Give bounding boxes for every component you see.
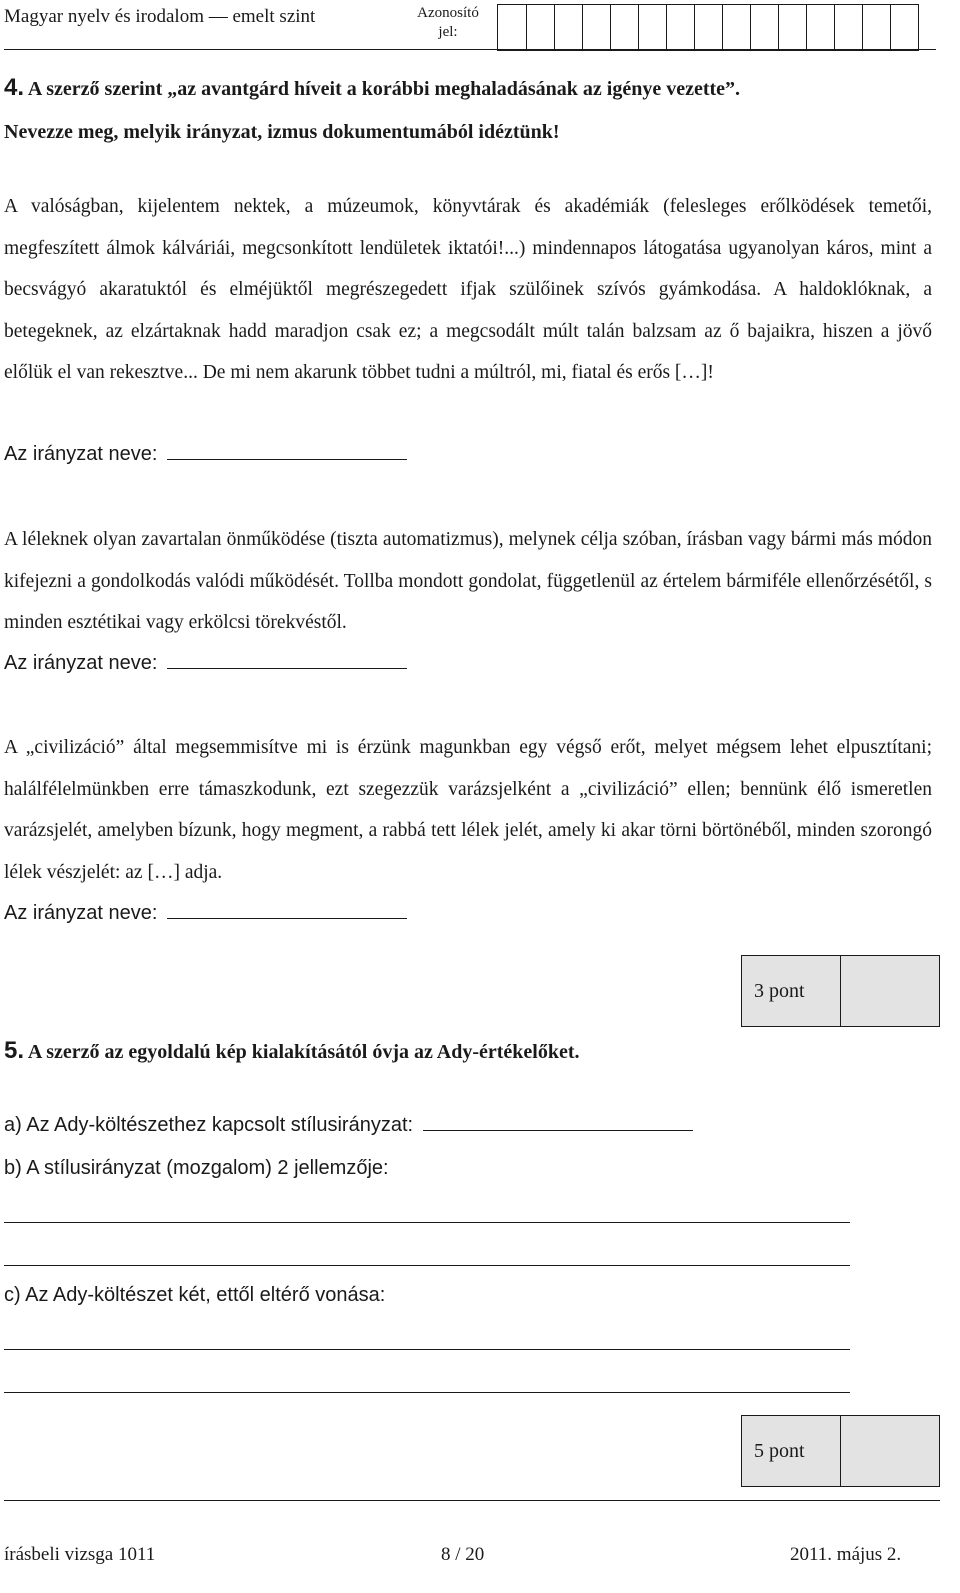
id-box[interactable] [806,5,834,50]
id-box[interactable] [638,5,666,50]
id-code-boxes [497,4,919,51]
q4-answer-row-3 [4,902,407,925]
id-box[interactable] [778,5,806,50]
id-box[interactable] [862,5,890,50]
id-box[interactable] [554,5,582,50]
q5-number: 5. [4,1037,25,1064]
q4-prompt-line1: A szerző szerint „az avantgárd híveit a korábbi meghaladásának az igénye vezette”. [24,78,741,100]
q4-points-box [741,955,940,1027]
q4-quote-1: A valóságban, kijelentem nektek, a múzeumok, könyvtárak és akadémiák (felesleges erőlködések temetői, megfeszített álmok kálváriái, megcsonkított lendületek iktatói!...) mindennapos látogatása ugyanolyan káros, mint a becsvágyó akaratuktól és elméjüktől megrészegedett ifjak szülőinek szívós gyámkodása. A haldoklóknak, a betegeknek, az elzártaknak hadd maradjon csak ez; a megcsodált múlt talán balzsam az ő bajaikra, hiszen a jövő előlük el van rekesztve... De mi nem akarunk többet tudni a múltról, mi, fiatal és erős […]! [4,196,932,383]
q5-a-label: a) Az Ady-költészethez kapcsolt stílusirányzat: [4,1114,414,1136]
q4-quote-3: A „civilizáció” által megsemmisítve mi is érzünk magunkban egy végső erőt, melyet mégsem lehet elpusztítani; halálfélelmünkben erre támaszkodunk, ezt szegezzük varázsjelként a „civilizáció” ellen; bennünk élő ismeretlen varázsjelét, amelyben bízunk, hogy megment, a rabbá tett lélek jelét, amely ki akar törni börtönéből, minden szorongó lélek vészjelét: az […] adja. [4,737,932,883]
id-box[interactable] [526,5,554,50]
id-box[interactable] [498,5,526,50]
q4-prompt-line2: Nevezze meg, melyik irányzat, izmus dokumentumából idéztünk! [4,121,560,143]
id-box[interactable] [610,5,638,50]
q5-prompt [4,1029,944,1074]
q5-b-answer-line-2[interactable] [4,1265,850,1266]
header-rule [4,49,936,50]
q5-points-box [741,1415,940,1487]
q4-prompt [4,66,944,154]
footer-rule [4,1500,940,1501]
q5-b-label: b) A stílusirányzat (mozgalom) 2 jellemzője: [4,1157,389,1179]
footer-exam-code: írásbeli vizsga 1011 [4,1544,156,1565]
answer-blank[interactable] [167,458,407,460]
q5-c-answer-line-2[interactable] [4,1392,850,1393]
header-title: Magyar nyelv és irodalom — emelt szint [4,6,316,27]
id-label: Azonosító jel: [417,5,479,40]
id-box[interactable] [582,5,610,50]
q5-c-label: c) Az Ady-költészet két, ettől eltérő vonása: [4,1284,386,1306]
answer-blank[interactable] [167,917,407,919]
q5-a-blank[interactable] [423,1129,693,1131]
q4-number: 4. [4,74,25,101]
points-label: 5 pont [742,1416,841,1486]
points-score-cell[interactable] [841,1416,939,1486]
id-box[interactable] [722,5,750,50]
answer-label: Az irányzat neve: [4,443,158,465]
footer-page-number: 8 / 20 [441,1544,485,1565]
q5-b-answer-line-1[interactable] [4,1222,850,1223]
answer-label: Az irányzat neve: [4,652,158,674]
id-box[interactable] [694,5,722,50]
q4-answer-row-2 [4,652,407,675]
points-label: 3 pont [742,956,841,1026]
id-box[interactable] [666,5,694,50]
id-box[interactable] [834,5,862,50]
id-box[interactable] [750,5,778,50]
answer-blank[interactable] [167,667,407,669]
id-box[interactable] [890,5,918,50]
q5-c-answer-line-1[interactable] [4,1349,850,1350]
footer-date: 2011. május 2. [790,1544,902,1565]
q5-prompt-text: A szerző az egyoldalú kép kialakításától óvja az Ady-értékelőket. [24,1041,580,1063]
q4-quote-2: A léleknek olyan zavartalan önműködése (tiszta automatizmus), melynek célja szóban, írásban vagy bármi más módon kifejezni a gondolkodás valódi működését. Tollba mondott gondolat, függetlenül az értelem bármiféle ellenőrzésétől, s minden esztétikai vagy erkölcsi törekvéstől. [4,529,932,633]
points-score-cell[interactable] [841,956,939,1026]
q4-answer-row-1 [4,443,407,466]
q5-a-row [4,1114,693,1137]
answer-label: Az irányzat neve: [4,902,158,924]
